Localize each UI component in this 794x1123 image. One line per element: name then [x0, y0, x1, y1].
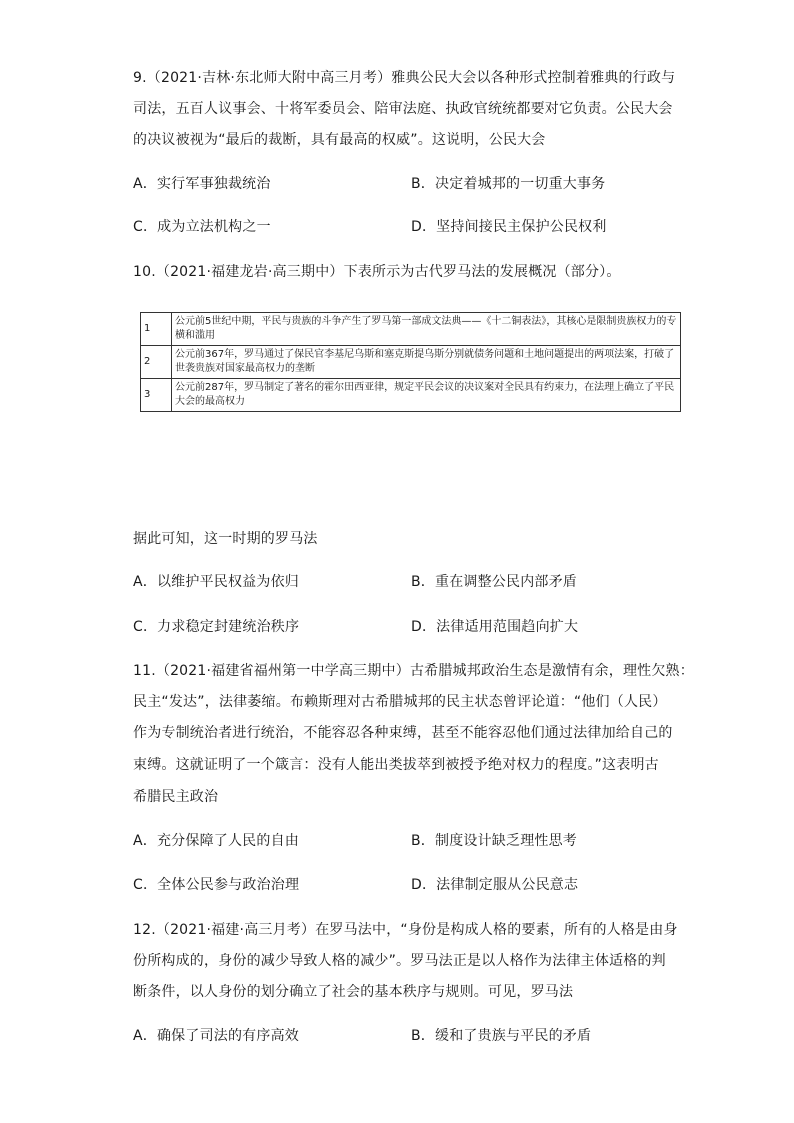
q11-option-d: D．法律制定服从公民意志: [411, 877, 579, 893]
table-row: [141, 346, 681, 379]
table-row: [141, 379, 681, 412]
q12-option-a: A．确保了司法的有序高效: [133, 1028, 299, 1044]
q9-option-c: C．成为立法机构之一: [133, 219, 271, 235]
q9-option-a: A．实行军事独裁统治: [133, 176, 271, 192]
q11-stem-line-4: 束缚。这就证明了一个箴言：没有人能出类拔萃到被授予绝对权力的程度。”这表明古: [133, 757, 659, 773]
table-row-text: 公元前367年，罗马通过了保民官李基尼乌斯和塞克斯提乌斯分别就债务问题和土地问题提出的两项法案，打破了世袭贵族对国家最高权力的垄断: [172, 346, 681, 379]
q11-stem-line-5: 希腊民主政治: [133, 789, 219, 805]
q12-stem-line-1: 12.（2021·福建·高三月考）在罗马法中，“身份是构成人格的要素，所有的人格是由身: [133, 922, 678, 938]
table-row: [141, 313, 681, 346]
q10-option-d: D．法律适用范围趋向扩大: [411, 619, 579, 635]
q10-followup: 据此可知，这一时期的罗马法: [133, 531, 318, 547]
q12-option-b: B．缓和了贵族与平民的矛盾: [411, 1028, 592, 1044]
table-row-number: 1: [141, 313, 172, 346]
q9-stem-line-3: 的决议被视为“最后的裁断，具有最高的权威”。这说明，公民大会: [133, 132, 546, 148]
q11-stem-line-1: 11.（2021·福建省福州第一中学高三期中）古希腊城邦政治生态是激情有余，理性欠熟：: [133, 663, 694, 679]
q11-stem-line-2: 民主“发达”，法律萎缩。布赖斯理对古希腊城邦的民主状态曾评论道：“他们（人民）: [133, 694, 667, 710]
q9-stem-line-1: 9.（2021·吉林·东北师大附中高三月考）雅典公民大会以各种形式控制着雅典的行政与: [133, 70, 676, 86]
q11-stem-line-3: 作为专制统治者进行统治，不能容忍各种束缚，甚至不能容忍他们通过法律加给自己的: [133, 725, 673, 741]
table-row-text: 公元前287年，罗马制定了著名的霍尔田西亚律，规定平民会议的决议案对全民具有约束力，在法理上确立了平民大会的最高权力: [172, 379, 681, 412]
roman-law-table: [140, 312, 681, 412]
table-row-number: 2: [141, 346, 172, 379]
q11-option-a: A．充分保障了人民的自由: [133, 833, 299, 849]
q9-option-d: D．坚持间接民主保护公民权利: [411, 219, 607, 235]
q10-stem: 10.（2021·福建龙岩·高三期中）下表所示为古代罗马法的发展概况（部分）。: [133, 264, 621, 280]
q11-option-c: C．全体公民参与政治治理: [133, 877, 300, 893]
q11-option-b: B．制度设计缺乏理性思考: [411, 833, 578, 849]
q9-stem-line-2: 司法，五百人议事会、十将军委员会、陪审法庭、执政官统统都要对它负责。公民大会: [133, 101, 673, 117]
q10-option-b: B．重在调整公民内部矛盾: [411, 574, 578, 590]
q9-option-b: B．决定着城邦的一切重大事务: [411, 176, 606, 192]
q10-option-a: A．以维护平民权益为依归: [133, 574, 299, 590]
table-row-text: 公元前5世纪中期，平民与贵族的斗争产生了罗马第一部成文法典——《十二铜表法》，其核心是限制贵族权力的专横和滥用: [172, 313, 681, 346]
q12-stem-line-2: 份所构成的，身份的减少导致人格的减少”。罗马法正是以人格作为法律主体适格的判: [133, 953, 666, 969]
table-row-number: 3: [141, 379, 172, 412]
q12-stem-line-3: 断条件，以人身份的划分确立了社会的基本秩序与规则。可见，罗马法: [133, 984, 574, 1000]
q10-option-c: C．力求稳定封建统治秩序: [133, 619, 300, 635]
